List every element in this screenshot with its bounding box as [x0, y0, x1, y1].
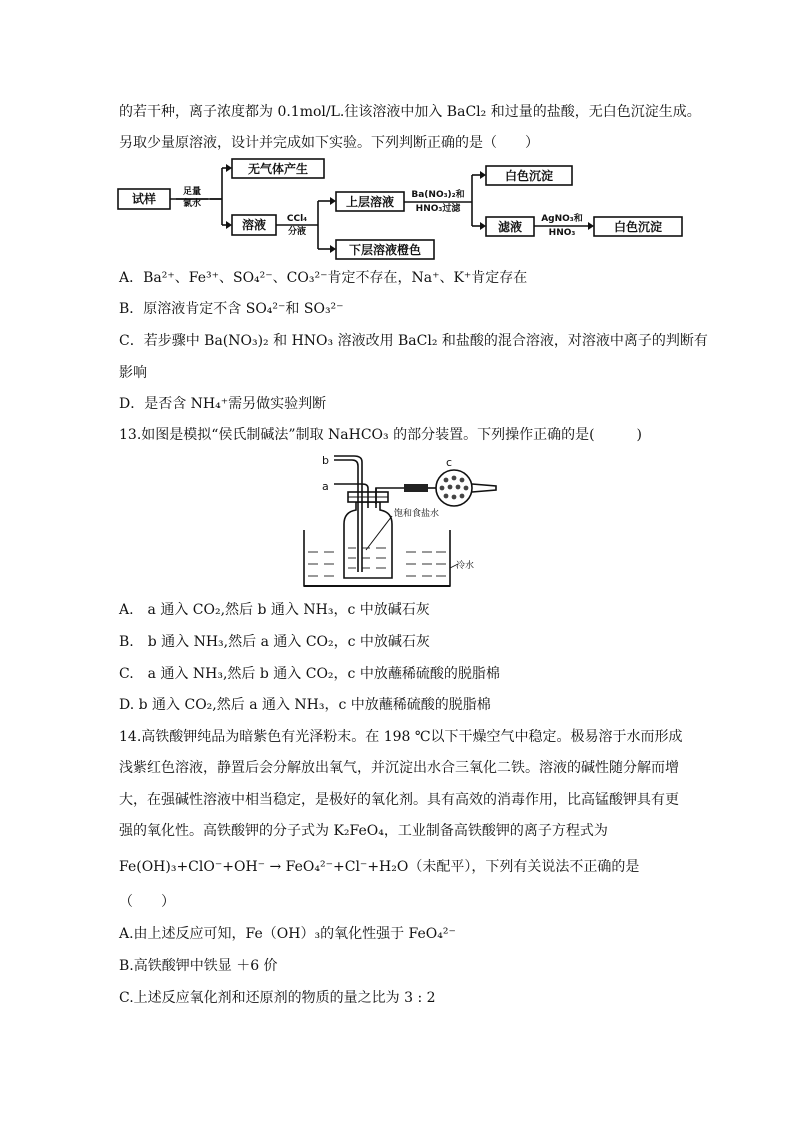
- label-a: a: [322, 480, 329, 493]
- flow-sample: 试样: [131, 192, 157, 206]
- q14-line1: 14.高铁酸钾纯品为暗紫色有光泽粉末。在 198 ℃以下干燥空气中稳定。极易溶于水而形成: [119, 729, 683, 745]
- q14-paren: （ ）: [119, 894, 175, 910]
- flow-ccl4-top: CCl₄: [286, 214, 308, 224]
- q14-line4: 强的氧化性。高铁酸钾的分子式为 K₂FeO₄，工业制备高铁酸钾的离子方程式为: [119, 823, 608, 839]
- flow-lower: 下层溶液橙色: [348, 243, 422, 257]
- flow-solution: 溶液: [241, 218, 267, 232]
- flow-reagent1-top: 足量: [182, 187, 202, 197]
- flow-white-ppt1: 白色沉淀: [504, 169, 554, 183]
- flow-reagent3-top: AgNO₃和: [541, 214, 583, 224]
- q12-option-d: D．是否含 NH₄⁺需另做实验判断: [119, 396, 327, 412]
- q12-option-c-line2: 影响: [119, 365, 147, 381]
- q13-option-a: A. a 通入 CO₂,然后 b 通入 NH₃，c 中放碱石灰: [119, 602, 430, 618]
- q14-option-b: B.高铁酸钾中铁显 ＋6 价: [119, 958, 278, 974]
- flow-reagent2-top: Ba(NO₃)₂和: [411, 190, 465, 200]
- label-cold-water: 冷水: [456, 561, 475, 571]
- q13-stem: 13.如图是模拟“侯氏制碱法”制取 NaHCO₃ 的部分装置。下列操作正确的是( ): [119, 427, 643, 443]
- flow-upper: 上层溶液: [345, 195, 395, 209]
- q14-line3: 大，在强碱性溶液中相当稳定，是极好的氧化剂。具有高效的消毒作用，比高锰酸钾具有更: [119, 792, 679, 808]
- q12-line1: 的若干种，离子浓度都为 0.1mol/L.往该溶液中加入 BaCl₂ 和过量的盐酸，无白色沉淀生成。: [119, 104, 701, 120]
- label-b: b: [322, 454, 329, 467]
- q12-option-b: B．原溶液肯定不含 SO₄²⁻和 SO₃²⁻: [119, 301, 344, 317]
- q14-option-a: A.由上述反应可知，Fe（OH）₃的氧化性强于 FeO₄²⁻: [119, 926, 456, 942]
- flow-reagent1-bottom: 氯水: [182, 199, 202, 209]
- q12-option-c-line1: C．若步骤中 Ba(NO₃)₂ 和 HNO₃ 溶液改用 BaCl₂ 和盐酸的混合溶液，对溶液中离子的判断有: [119, 333, 708, 349]
- q12-flowchart: [110, 156, 690, 266]
- q13-apparatus: [296, 452, 502, 596]
- q13-option-b: B. b 通入 NH₃,然后 a 通入 CO₂，c 中放碱石灰: [119, 634, 430, 650]
- flow-reagent2-bottom: HNO₃过滤: [415, 204, 461, 214]
- q13-option-d: D. b 通入 CO₂,然后 a 通入 NH₃，c 中放蘸稀硫酸的脱脂棉: [119, 697, 491, 713]
- q12-option-a: A．Ba²⁺、Fe³⁺、SO₄²⁻、CO₃²⁻肯定不存在，Na⁺、K⁺肯定存在: [119, 270, 528, 286]
- q12-line2: 另取少量原溶液，设计并完成如下实验。下列判断正确的是（ ）: [119, 135, 539, 151]
- q14-line2: 浅紫红色溶液，静置后会分解放出氧气，并沉淀出水合三氧化二铁。溶液的碱性随分解而增: [119, 760, 679, 776]
- flow-filtrate: 滤液: [497, 220, 523, 234]
- flow-ccl4-bottom: 分液: [287, 227, 307, 237]
- flow-reagent3-bottom: HNO₃: [548, 228, 576, 238]
- flow-no-gas: 无气体产生: [247, 162, 309, 176]
- label-c: c: [446, 456, 453, 469]
- q14-option-c: C.上述反应氧化剂和还原剂的物质的量之比为 3 : 2: [119, 990, 436, 1006]
- flow-white-ppt2: 白色沉淀: [613, 220, 663, 234]
- q14-equation: Fe(OH)₃+ClO⁻+OH⁻ → FeO₄²⁻+Cl⁻+H₂O（未配平），下列有关说法不正确的是: [119, 859, 640, 875]
- label-brine: 饱和食盐水: [394, 509, 440, 519]
- q13-option-c: C. a 通入 NH₃,然后 b 通入 CO₂，c 中放蘸稀硫酸的脱脂棉: [119, 666, 500, 682]
